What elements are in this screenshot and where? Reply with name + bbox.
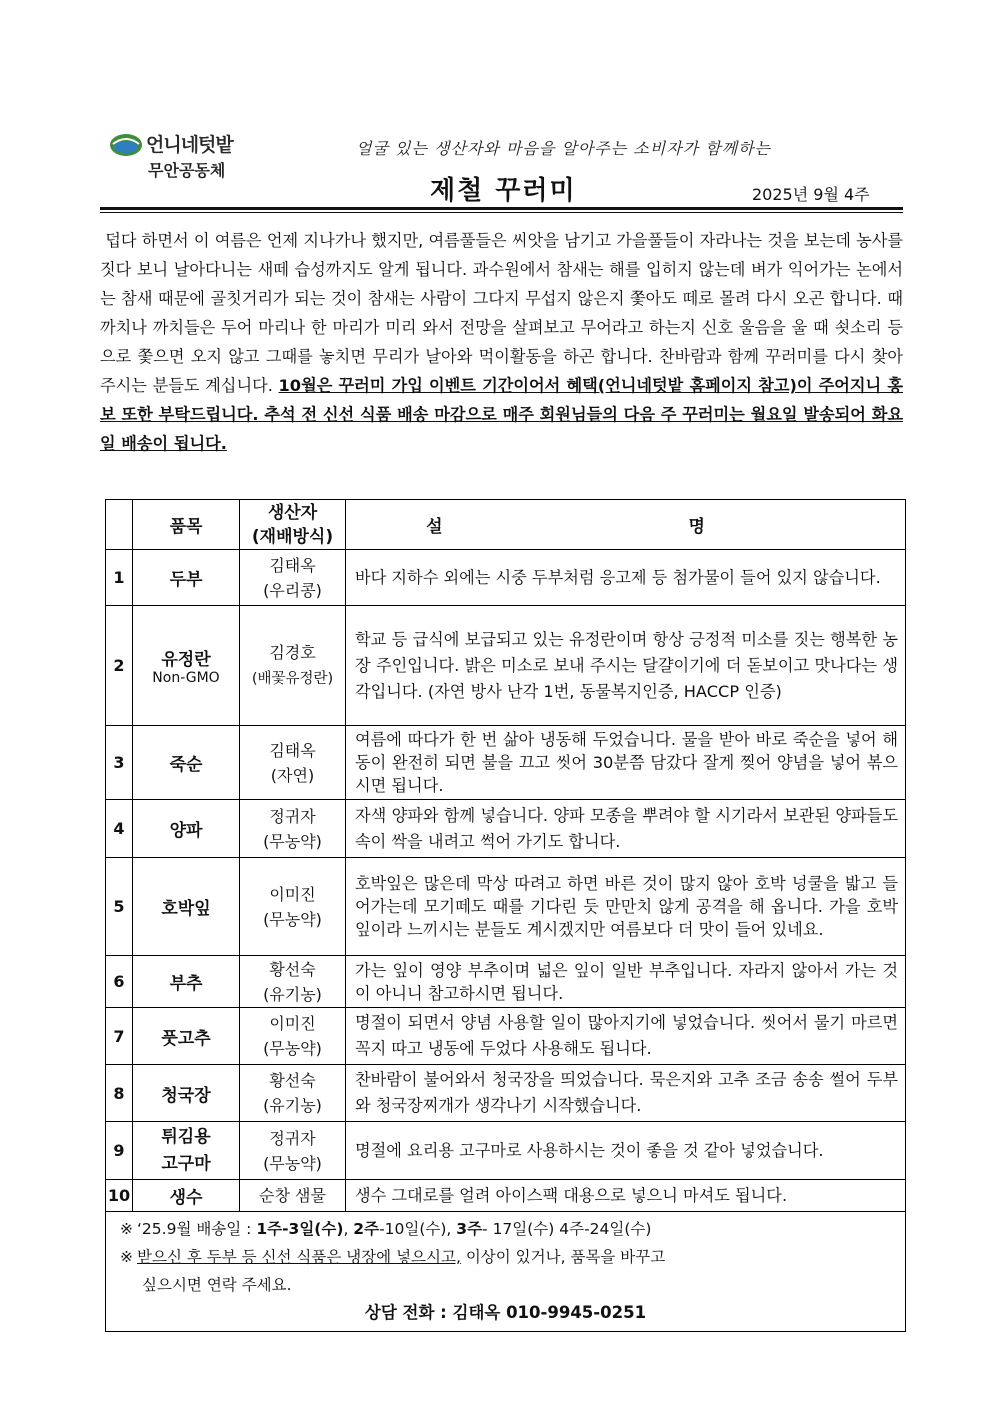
row-num: 8 xyxy=(106,1065,133,1122)
row-num: 9 xyxy=(106,1122,133,1180)
items-table xyxy=(105,499,906,1332)
row-item: 부추 xyxy=(133,956,240,1008)
item-name: 유정란 xyxy=(161,650,211,670)
week2-date: -10일(수), xyxy=(379,1220,457,1238)
slogan: 얼굴 있는 생산자와 마음을 알아주는 소비자가 함께하는 xyxy=(356,139,772,158)
footer-row xyxy=(106,1212,906,1332)
row-item: 죽순 xyxy=(133,726,240,800)
note-mark: ※ xyxy=(120,1220,133,1238)
row-producer xyxy=(240,1122,346,1180)
row-num: 6 xyxy=(106,956,133,1008)
row-num: 10 xyxy=(106,1180,133,1212)
producer-name: 정귀자 xyxy=(269,806,316,826)
producer-method: (유기농) xyxy=(263,1096,322,1115)
row-item: 풋고추 xyxy=(133,1008,240,1065)
row-item: 호박잎 xyxy=(133,858,240,956)
table-row xyxy=(106,1065,906,1122)
table-row xyxy=(106,1008,906,1065)
week1: 1주-3일(수) xyxy=(256,1220,344,1238)
logo xyxy=(108,128,268,184)
header-desc xyxy=(346,500,906,550)
row-producer xyxy=(240,800,346,858)
producer-method: (무농약) xyxy=(263,1039,322,1058)
row-num: 5 xyxy=(106,858,133,956)
notice-underlined: 받으신 후 두부 등 신선 식품은 냉장에 넣으시고, xyxy=(137,1248,461,1266)
row-item: 두부 xyxy=(133,550,240,606)
producer-name: 김경호 xyxy=(269,642,316,662)
producer-name: 정귀자 xyxy=(269,1128,316,1148)
row-desc: 자색 양파와 함께 넣습니다. 양파 모종을 뿌려야 할 시기라서 보관된 양파들도 속이 싹을 내려고 썩어 가기도 합니다. xyxy=(346,800,906,858)
item-name: 튀김용 xyxy=(161,1126,211,1147)
intro-paragraph xyxy=(100,226,903,458)
producer-method: (무농약) xyxy=(263,909,322,929)
producer-method: (우리콩) xyxy=(263,580,322,600)
row-num: 2 xyxy=(106,606,133,726)
footer-notes xyxy=(106,1212,906,1332)
row-desc: 생수 그대로를 얼려 아이스팩 대용으로 넣으니 마셔도 됩니다. xyxy=(346,1180,906,1212)
header-desc-label: 설 명 xyxy=(426,517,825,537)
row-desc: 가는 잎이 영양 부추이며 넓은 잎이 일반 부추입니다. 자라지 않아서 가는 것이 아니니 참고하시면 됩니다. xyxy=(346,956,906,1008)
row-num: 4 xyxy=(106,800,133,858)
row-num: 7 xyxy=(106,1008,133,1065)
table-row xyxy=(106,858,906,956)
divider xyxy=(100,212,903,213)
row-producer xyxy=(240,550,346,606)
week2-label: 2주 xyxy=(353,1220,380,1238)
notice-rest: 이상이 있거나, 품목을 바꾸고 xyxy=(460,1248,666,1266)
intro-highlight: 10월은 꾸러미 가입 이벤트 기간이어서 혜택(언니네텃밭 홈페이지 참고)이 주어지니 홍보 또한 부탁드립니다. 추석 전 신선 식품 배송 마감으로 매주 회원님들의 다음 주 꾸러미는 월요일 발송되어 화요일 배송이 됩니다. xyxy=(100,376,903,453)
producer-name: 황선숙 xyxy=(269,959,316,979)
producer-name: 순창 샘물 xyxy=(259,1186,326,1205)
intro-text: 덥다 하면서 이 여름은 언제 지나가나 했지만, 여름풀들은 씨앗을 남기고 가을풀들이 자라나는 것을 보는데 농사를 짓다 보니 날아다니는 새떼 습성까지도 알게 됩니다. 과수원에서 참새는 해를 입히지 않는데 벼가 익어가는 논에서는 참새 때문에 골칫거리가 되는 것이 참새는 사람이 그다지 무섭지 않은지 쫓아도 떼로 몰려 다시 오곤 합니다. 때까치나 까치들은 두어 마리나 한 마리가 미리 와서 전망을 살펴보고 무어라고 하는지 신호 울음을 울 때 쇳소리 등으로 쫓으면 오지 않고 그때를 놓치면 무리가 날아와 먹이활동을 하곤 합니다. 찬바람과 함께 꾸러미를 다시 찾아 주시는 분들도 계십니다. xyxy=(100,231,903,395)
producer-method: (유기농) xyxy=(263,984,322,1004)
brand-name: 언니네텃밭 xyxy=(146,134,233,156)
table-row xyxy=(106,1122,906,1180)
producer-name: 이미진 xyxy=(269,884,316,904)
row-desc: 명절에 요리용 고구마로 사용하시는 것이 좋을 것 같아 넣었습니다. xyxy=(346,1122,906,1180)
row-desc: 찬바람이 불어와서 청국장을 띄었습니다. 묵은지와 고추 조금 송송 썰어 두부와 청국장찌개가 생각나기 시작했습니다. xyxy=(346,1065,906,1122)
table-row xyxy=(106,606,906,726)
header-num xyxy=(106,500,133,550)
producer-name: 김태옥 xyxy=(269,555,316,575)
divider xyxy=(100,207,903,210)
row-item xyxy=(133,606,240,726)
producer-method: (무농약) xyxy=(263,831,322,851)
table-row xyxy=(106,800,906,858)
table-row xyxy=(106,1180,906,1212)
row-producer xyxy=(240,858,346,956)
row-producer xyxy=(240,726,346,800)
row-desc: 명절이 되면서 양념 사용할 일이 많아지기에 넣었습니다. 씻어서 물기 마르면 꼭지 따고 냉동에 두었다 사용해도 됩니다. xyxy=(346,1008,906,1065)
header-item: 품목 xyxy=(133,500,240,550)
row-item: 생수 xyxy=(133,1180,240,1212)
table-row xyxy=(106,726,906,800)
row-desc: 학교 등 급식에 보급되고 있는 유정란이며 항상 긍정적 미소를 짓는 행복한 농장 주인입니다. 밝은 미소로 보내 주시는 달걀이기에 더 돋보이고 맛나다는 생각입니다. (자연 방사 난각 1번, 동물복지인증, HACCP 인증) xyxy=(346,606,906,726)
org-name: 무안공동체 xyxy=(148,161,226,180)
notice-line2: 싶으시면 연락 주세요. xyxy=(142,1276,292,1294)
page-title: 제철 꾸러미 xyxy=(430,176,577,206)
header-producer xyxy=(240,500,346,550)
row-num: 3 xyxy=(106,726,133,800)
producer-method: (자연) xyxy=(270,765,315,785)
week3-date: - 17일(수) 4주-24일(수) xyxy=(482,1220,652,1238)
row-num: 1 xyxy=(106,550,133,606)
row-producer xyxy=(240,1065,346,1122)
table-row xyxy=(106,550,906,606)
delivery-prefix: ‘25.9월 배송일 : xyxy=(137,1220,257,1238)
row-item: 양파 xyxy=(133,800,240,858)
row-desc: 여름에 따다가 한 번 삶아 냉동해 두었습니다. 물을 받아 바로 죽순을 넣어 해동이 완전히 되면 불을 끄고 씻어 30분쯤 담갔다 잘게 찢어 양념을 넣어 볶으시면 됩니다. xyxy=(346,726,906,800)
table-header-row xyxy=(106,500,906,550)
row-desc: 바다 지하수 외에는 시중 두부처럼 응고제 등 첨가물이 들어 있지 않습니다. xyxy=(346,550,906,606)
row-producer xyxy=(240,1008,346,1065)
row-item xyxy=(133,1122,240,1180)
issue-date: 2025년 9월 4주 xyxy=(752,185,870,204)
producer-method: (무농약) xyxy=(263,1153,322,1173)
note-mark: ※ xyxy=(120,1248,133,1266)
storage-notice xyxy=(120,1243,891,1271)
row-item: 청국장 xyxy=(133,1065,240,1122)
table-row xyxy=(106,956,906,1008)
row-producer xyxy=(240,1180,346,1212)
delivery-schedule: ※ ‘25.9월 배송일 : 1주-3일(수), 2주-10일(수), 3주- 17일(수) 4주-24일(수) xyxy=(120,1220,652,1238)
producer-method: (배꽃유정란) xyxy=(251,670,334,687)
item-name-line2: 고구마 xyxy=(161,1153,211,1174)
contact-phone: 상담 전화 : 김태옥 010-9945-0251 xyxy=(364,1303,647,1322)
leaf-logo-icon xyxy=(108,130,144,160)
week3-label: 3주 xyxy=(456,1220,483,1238)
producer-name: 황선숙 xyxy=(269,1071,316,1090)
row-producer xyxy=(240,606,346,726)
header-method-label: (재배방식) xyxy=(251,526,334,547)
item-sub: Non-GMO xyxy=(152,670,220,686)
producer-name: 이미진 xyxy=(269,1014,316,1033)
producer-name: 김태옥 xyxy=(269,740,316,760)
header-producer-label: 생산자 xyxy=(267,502,318,523)
row-producer xyxy=(240,956,346,1008)
row-desc: 호박잎은 많은데 막상 따려고 하면 바른 것이 많지 않아 호박 넝쿨을 밟고 들어가는데 모기떼도 때를 기다린 듯 만만치 않게 공격을 해 옵니다. 가을 호박잎이라 느끼시는 분들도 계시겠지만 여름보다 더 맛이 들어 있네요. xyxy=(346,858,906,956)
